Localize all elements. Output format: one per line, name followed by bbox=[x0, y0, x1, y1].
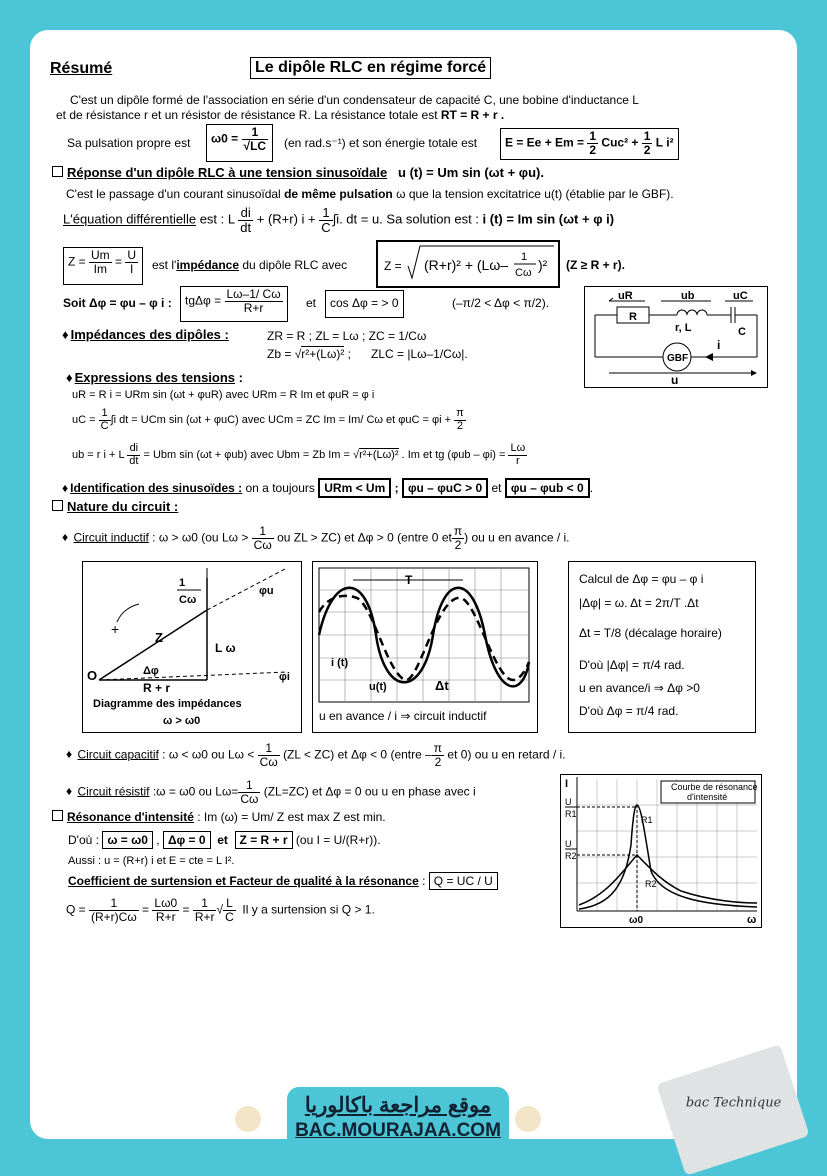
identification-line: ♦ Identification des sinusoïdes : on a toujours URm < Um ; φu – φuC > 0 et φu – φub < 0 . bbox=[62, 481, 593, 495]
svg-text:Z =: Z = bbox=[384, 259, 402, 273]
impedance-diagram bbox=[82, 561, 302, 733]
graph-title1: Courbe de résonance bbox=[671, 782, 758, 792]
z-condition: (Z ≥ R + r). bbox=[566, 258, 625, 272]
energy-box: E = Ee + Em = $\frac{1}{2}$ Cuc² + $\frac{1}{2}$ L i² bbox=[500, 128, 679, 160]
svg-text:i (t): i (t) bbox=[331, 657, 349, 669]
label-uR: uR bbox=[618, 290, 633, 302]
aussi-line: Aussi : u = (R+r) i et E = cte = L I². bbox=[68, 855, 235, 867]
svg-text:)²: )² bbox=[538, 257, 548, 273]
calc-line: u en avance/i ⇒ Δφ >0 bbox=[579, 681, 700, 695]
label-ub: ub bbox=[681, 290, 695, 302]
svg-text:R + r: R + r bbox=[143, 681, 171, 695]
label-rL: r, L bbox=[675, 322, 692, 334]
uC-expression: uC = $\frac{1}{C}$ ∫i dt = UCm sin (ωt + φuC) avec UCm = ZC Im = Im/ Cω et φuC = φi + $\frac{\pi}{2}$ bbox=[72, 407, 464, 432]
label-u: u bbox=[671, 373, 679, 387]
diff-equation: L'équation différentielle est : L $\frac{di}{dt}$ + (R+r) i + $\frac{1}{C}$ ∫i. dt = u. Sa solution est : i (t) = Im sin (ωt + φ i) bbox=[63, 205, 615, 235]
resonance-line: Résonance d'intensité : Im (ω) = Um/ Z est max Z est min. bbox=[52, 810, 386, 824]
svg-text:(R+r)² + (Lω–: (R+r)² + (Lω– bbox=[424, 257, 509, 273]
graph-R1-label: R1 bbox=[641, 815, 653, 825]
graph-R2-label: R2 bbox=[645, 879, 657, 889]
coil-symbol bbox=[677, 310, 707, 315]
graph-I-label: I bbox=[565, 778, 569, 790]
svg-text:R1: R1 bbox=[565, 809, 577, 819]
graph-w0-label: ω0 bbox=[629, 915, 644, 926]
impedances-heading: ♦ Impédances des dipôles : bbox=[62, 327, 229, 342]
graph-title2: d'intensité bbox=[687, 792, 728, 802]
ub-expression: ub = r i + L $\frac{di}{dt}$ = Ubm sin (ωt + φub) avec Ubm = Zb Im = √r²+(Lω)² . Im et tg (φub – φi) = $\frac{L\omega}{r}$ bbox=[72, 442, 526, 467]
range-text: (–π/2 < Δφ < π/2). bbox=[452, 296, 550, 310]
cos-box: cos Δφ = > 0 bbox=[325, 290, 404, 318]
label-GBF: GBF bbox=[667, 353, 689, 364]
coef-line: Coefficient de surtension et Facteur de qualité à la résonance : Q = UC / U bbox=[68, 874, 498, 888]
svg-text:Δφ: Δφ bbox=[143, 665, 159, 677]
z-formula-svg bbox=[378, 242, 558, 286]
svg-text:Δt: Δt bbox=[435, 678, 449, 693]
resonance-graph bbox=[560, 774, 762, 928]
calc-line: Δt = T/8 (décalage horaire) bbox=[579, 626, 722, 640]
label-C: C bbox=[738, 326, 746, 338]
oscillogram-caption: u en avance / i ⇒ circuit inductif bbox=[319, 709, 487, 723]
checkbox-icon bbox=[52, 166, 63, 177]
impedance-text: est l'impédance du dipôle RLC avec bbox=[152, 258, 348, 272]
capacitif-line: ♦ Circuit capacitif : ω < ω0 ou Lω < $\frac{1}{C\omega}$ (ZL < ZC) et Δφ < 0 (entre – $\frac{\pi}{2}$ et 0) ou u en retard / i. bbox=[66, 741, 566, 769]
site-arabic: موقع مراجعة باكالوريا bbox=[304, 1094, 492, 1117]
svg-text:1: 1 bbox=[179, 577, 186, 589]
oscillogram bbox=[312, 561, 538, 733]
svg-text:U: U bbox=[565, 797, 572, 807]
nature-heading: Nature du circuit : bbox=[52, 499, 178, 514]
intro-line2: et de résistance r et un résistor de résistance R. La résistance totale est RT = R + r . bbox=[56, 108, 505, 122]
soit-label: Soit Δφ = φu – φ i : bbox=[63, 296, 172, 310]
impedances-line2: Zb = √r²+(Lω)² ; ZLC = |Lω–1/Cω|. bbox=[267, 347, 468, 361]
pulsation-box: ω0 = $\frac{1}{√LC}$ bbox=[206, 124, 273, 162]
resistif-line: ♦ Circuit résistif :ω = ω0 ou Lω= $\frac{1}{C\omega}$ (ZL=ZC) et Δφ = 0 ou u en phase avec i bbox=[66, 778, 476, 806]
label-i: i bbox=[717, 338, 721, 352]
phasor-svg bbox=[83, 562, 301, 732]
site-badge[interactable] bbox=[287, 1087, 509, 1155]
calc-line: D'où Δφ = π/4 rad. bbox=[579, 704, 679, 718]
svg-text:1: 1 bbox=[521, 251, 528, 263]
passage-text: C'est le passage d'un courant sinusoïdal de même pulsation ω que la tension excitatrice u(t) (établie par le GBF). bbox=[66, 187, 674, 201]
diagram-condition: ω > ω0 bbox=[163, 715, 201, 727]
signature-text: bac Technique bbox=[685, 1095, 782, 1111]
z-formula-box bbox=[376, 240, 560, 288]
unit-text: (en rad.s⁻¹) et son énergie totale est bbox=[284, 136, 478, 150]
svg-text:φi: φi bbox=[279, 671, 290, 683]
section-response: Réponse d'un dipôle RLC à une tension sinusoïdale u (t) = Um sin (ωt + φu). bbox=[52, 165, 544, 180]
calc-line: |Δφ| = ω. Δt = 2π/T .Δt bbox=[579, 596, 699, 610]
calc-line: Calcul de Δφ = φu – φ i bbox=[579, 572, 704, 586]
tg-box: tgΔφ = $\frac{L\omega-1/ C\omega}{R+r}$ bbox=[180, 286, 288, 322]
resonance-svg bbox=[561, 775, 761, 927]
et-label: et bbox=[306, 296, 317, 310]
book-icon bbox=[235, 1106, 261, 1132]
diagram-label: Diagramme des impédances bbox=[93, 698, 242, 710]
svg-text:L ω: L ω bbox=[215, 641, 236, 655]
calc-line: D'où |Δφ| = π/4 rad. bbox=[579, 658, 685, 672]
calc-box bbox=[568, 561, 756, 733]
svg-text:Cω: Cω bbox=[179, 594, 197, 606]
oscillogram-svg bbox=[313, 562, 537, 732]
q-formula: Q = $\frac{1}{(R+r)C\omega}$ = $\frac{L\omega 0}{R+r}$ = $\frac{1}{R+r}$ √ $\frac{L}{C}$ Il y a surtension si Q > 1. bbox=[66, 896, 375, 924]
svg-text:O: O bbox=[87, 668, 98, 683]
inductif-line: ♦ Circuit inductif : ω > ω0 (ou Lω > $\frac{1}{C\omega}$ ou ZL > ZC) et Δφ > 0 (entre 0 et $\frac{\pi}{2}$ ) ou u en avance / i. bbox=[62, 524, 570, 552]
label-R: R bbox=[629, 311, 637, 323]
svg-text:+: + bbox=[111, 621, 120, 637]
resonance-conditions: D'où : ω = ω0 , Δφ = 0 et Z = R + r (ou I = U/(R+r)). bbox=[68, 833, 381, 847]
pulsation-label: Sa pulsation propre est bbox=[67, 136, 191, 150]
circuit-diagram bbox=[584, 286, 768, 388]
tensions-heading: ♦ Expressions des tensions : bbox=[66, 370, 243, 385]
svg-text:T: T bbox=[405, 573, 413, 587]
site-url[interactable]: BAC.MOURAJAA.COM bbox=[295, 1120, 501, 1141]
graph-w-label: ω bbox=[747, 914, 757, 926]
svg-text:U: U bbox=[565, 839, 572, 849]
svg-text:u(t): u(t) bbox=[369, 681, 387, 693]
book-icon bbox=[515, 1106, 541, 1132]
z-ratio-box: Z = $\frac{Um}{Im}$ = $\frac{U}{I}$ bbox=[63, 247, 143, 285]
svg-text:Z: Z bbox=[155, 630, 163, 645]
svg-text:Cω: Cω bbox=[515, 267, 532, 279]
label-uC: uC bbox=[733, 290, 748, 302]
svg-text:φu: φu bbox=[259, 585, 274, 597]
resume-label: Résumé bbox=[50, 60, 113, 77]
intro-line1: C'est un dipôle formé de l'association en série d'un condensateur de capacité C, une bobine d'inductance L bbox=[70, 93, 639, 107]
circuit-svg bbox=[585, 287, 767, 387]
impedances-line1: ZR = R ; ZL = Lω ; ZC = 1/Cω bbox=[267, 329, 427, 343]
uR-expression: uR = R i = URm sin (ωt + φuR) avec URm = R Im et φuR = φ i bbox=[72, 389, 375, 401]
page-title: Le dipôle RLC en régime forcé bbox=[250, 57, 491, 79]
svg-text:R2: R2 bbox=[565, 851, 577, 861]
